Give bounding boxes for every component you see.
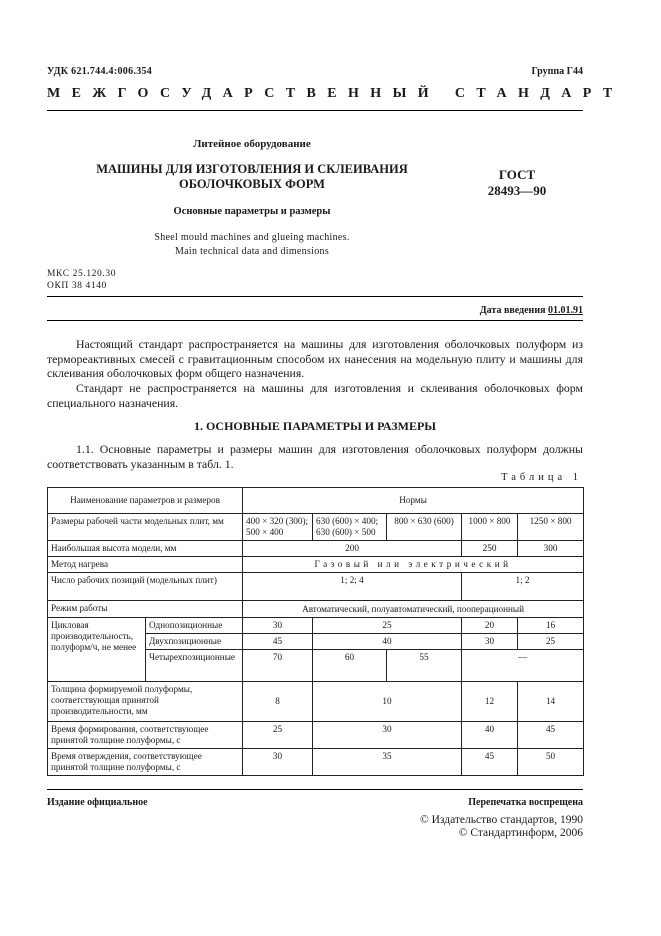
gost-label: ГОСТ [498, 167, 536, 182]
table-cell: 45 [243, 634, 313, 650]
row-sublabel: Четырехпозиционные [146, 650, 243, 682]
gost-code: 28493—90 [487, 183, 547, 198]
row-label: Наибольшая высота модели, мм [48, 541, 243, 557]
table-cell: Автоматический, полуавтоматический, пооперационный [243, 601, 584, 618]
table-header-row [48, 488, 584, 514]
okp-code: ОКП 38 4140 [47, 281, 107, 291]
main-title-line1: МАШИНЫ ДЛЯ ИЗГОТОВЛЕНИЯ И СКЛЕИВАНИЯ [96, 162, 408, 176]
clause-1-1: 1.1. Основные параметры и размеры машин для изготовления оболочковых полуформ должны соответствовать указанным в табл. 1. [47, 442, 583, 471]
table-cell: 30 [462, 634, 518, 650]
footer-rule [47, 789, 583, 790]
table-cell: 400 × 320 (300); 500 × 400 [243, 514, 313, 541]
mks-code: МКС 25.120.30 [47, 269, 117, 279]
table-cell: 25 [518, 634, 584, 650]
effective-date-label: Дата введения [479, 305, 546, 316]
effective-date-value: 01.01.91 [548, 305, 583, 316]
row-label: Размеры рабочей части модельных плит, мм [48, 514, 243, 541]
table-cell: 1000 × 800 [462, 514, 518, 541]
effective-date [480, 305, 583, 316]
row-label: Время отверждения, соответствующее принятой толщине полуформы, с [48, 749, 243, 776]
table-row [48, 514, 584, 541]
main-title [47, 162, 457, 192]
table-cell: 30 [243, 749, 313, 776]
table-cell: 630 (600) × 400; 630 (600) × 500 [313, 514, 387, 541]
table-row [48, 682, 584, 722]
table-row [48, 618, 584, 634]
header-rule [47, 110, 583, 111]
row-label: Толщина формируемой полуформы, соответствующая принятой производительности, мм [48, 682, 243, 722]
row-label: Цикловая производительность, полуформ/ч, не менее [48, 618, 146, 682]
table-cell: 25 [313, 618, 462, 634]
subtitle: Основные параметры и размеры [173, 206, 331, 217]
table-cell: 12 [462, 682, 518, 722]
table-cell: 1; 2 [462, 573, 584, 601]
table-cell: 16 [518, 618, 584, 634]
table-row [48, 573, 584, 601]
table-cell: 40 [462, 722, 518, 749]
table-cell: 45 [462, 749, 518, 776]
classification-codes [47, 268, 116, 292]
exclusion-paragraph: Стандарт не распространяется на машины для изготовления и склеивания оболочковых форм специального назначения. [47, 381, 583, 410]
copyright-line1: © Издательство стандартов, 1990 [419, 814, 583, 826]
header-norms-cell: Нормы [243, 488, 584, 514]
row-sublabel: Однопозиционные [146, 618, 243, 634]
table-cell: 300 [518, 541, 584, 557]
table-cell: 250 [462, 541, 518, 557]
table-cell: 45 [518, 722, 584, 749]
table-cell: — [462, 650, 584, 682]
table-cell: 14 [518, 682, 584, 722]
copyright-line2: © Стандартинформ, 2006 [458, 827, 583, 839]
group-code: Группа Г44 [531, 66, 583, 77]
table-cell: 200 [243, 541, 462, 557]
table-cell: 20 [462, 618, 518, 634]
reprint-notice: Перепечатка воспрещена [468, 797, 583, 808]
table-cell: 70 [243, 650, 313, 682]
table-row [48, 557, 584, 573]
table-cell: 1250 × 800 [518, 514, 584, 541]
table-cell: 40 [313, 634, 462, 650]
table-row [48, 601, 584, 618]
table-cell: 10 [313, 682, 462, 722]
table-cell: 25 [243, 722, 313, 749]
table-cell: 35 [313, 749, 462, 776]
gost-number [487, 167, 547, 199]
parameters-table [47, 487, 584, 776]
row-sublabel: Двухпозиционные [146, 634, 243, 650]
section-title: 1. ОСНОВНЫЕ ПАРАМЕТРЫ И РАЗМЕРЫ [193, 419, 437, 433]
header-name-cell: Наименование параметров и размеров [48, 488, 243, 514]
table-cell: 55 [387, 650, 462, 682]
table-label: Таблица 1 [501, 472, 582, 483]
date-rule [47, 320, 583, 321]
row-label: Число рабочих позиций (модельных плит) [48, 573, 243, 601]
table-row [48, 749, 584, 776]
main-title-line2: ОБОЛОЧКОВЫХ ФОРМ [179, 177, 325, 191]
english-title-line1: Sheel mould machines and glueing machines. [154, 232, 350, 243]
row-label: Метод нагрева [48, 557, 243, 573]
interstate-standard-banner: МЕЖГОСУДАРСТВЕННЫЙ СТАНДАРТ [47, 86, 624, 101]
category-title: Литейное оборудование [193, 138, 311, 150]
table-cell: Газовый или электрический [243, 557, 584, 573]
table-cell: 8 [243, 682, 313, 722]
codes-rule [47, 296, 583, 297]
table-row [48, 722, 584, 749]
table-cell: 30 [313, 722, 462, 749]
table-row [48, 541, 584, 557]
udk-code: УДК 621.744.4:006.354 [47, 66, 153, 77]
official-edition: Издание официальное [47, 797, 148, 808]
copyright-block [420, 814, 583, 840]
table-cell: 60 [313, 650, 387, 682]
table-cell: 50 [518, 749, 584, 776]
english-title [47, 231, 457, 259]
row-label: Время формирования, соответствующее принятой толщине полуформы, с [48, 722, 243, 749]
scope-paragraph: Настоящий стандарт распространяется на машины для изготовления оболочковых полуформ из термореактивных смесей с гравитационным способом их нанесения на модельную плиту и машины для склеивания оболочковых форм общего назначения. [47, 337, 583, 380]
english-title-line2: Main technical data and dimensions [174, 246, 330, 257]
table-cell: 800 × 630 (600) [387, 514, 462, 541]
table-cell: 1; 2; 4 [243, 573, 462, 601]
row-label: Режим работы [48, 601, 243, 618]
table-cell: 30 [243, 618, 313, 634]
